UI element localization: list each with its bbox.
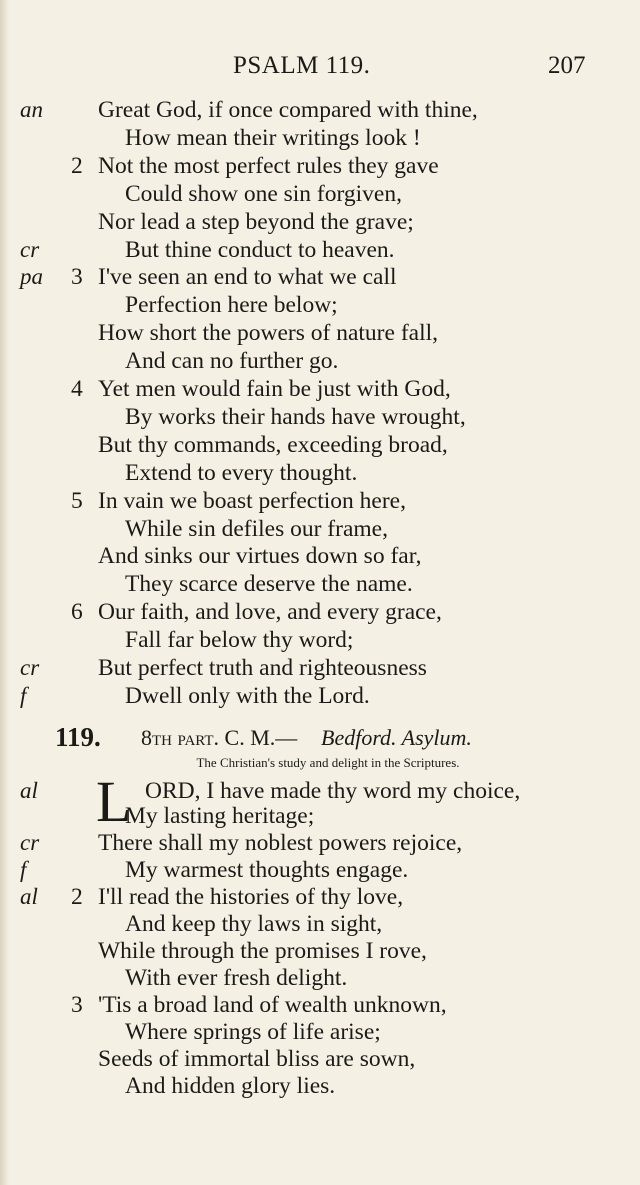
hymn-part-meter: 8th part. C. M.—	[141, 725, 298, 750]
line-text: They scarce deserve the name.	[125, 571, 413, 598]
verse-line	[0, 571, 640, 599]
verse-line	[0, 965, 640, 993]
verse-line	[0, 938, 640, 966]
verse-line	[0, 376, 640, 404]
line-text: But thy commands, exceeding broad,	[98, 431, 448, 458]
line-text: And keep thy laws in sight,	[125, 911, 383, 937]
verse-line	[0, 516, 640, 544]
verse-line	[0, 627, 640, 655]
line-text: 'Tis a broad land of wealth unknown,	[98, 992, 447, 1018]
running-header	[0, 52, 640, 86]
verse-line	[0, 830, 640, 858]
line-text: Seeds of immortal bliss are sown,	[98, 1046, 416, 1072]
verse-line	[0, 153, 640, 181]
line-text: Yet men would fain be just with God,	[98, 376, 451, 402]
line-text: Nor lead a step beyond the grave;	[98, 208, 414, 235]
line-text: Great God, if once compared with thine,	[98, 97, 478, 123]
verse-line	[0, 460, 640, 488]
verse-line	[0, 320, 640, 348]
hymn-number: 119.	[55, 722, 101, 752]
dynamic-mark: an	[20, 97, 43, 122]
line-text: My lasting heritage;	[125, 803, 315, 829]
verse-line	[0, 992, 640, 1020]
line-text: Fall far below thy word;	[125, 627, 354, 654]
verse-line	[0, 348, 640, 376]
verse-line	[0, 683, 640, 711]
line-text: Could show one sin forgiven,	[125, 180, 402, 207]
verse-line	[0, 543, 640, 571]
stanza-number: 2	[71, 884, 83, 910]
dynamic-mark: cr	[20, 236, 40, 262]
verse-line	[0, 1046, 640, 1074]
line-text: While through the promises I rove,	[98, 938, 427, 964]
line-text: And can no further go.	[125, 348, 339, 375]
line-text: Where springs of life arise;	[125, 1019, 381, 1045]
line-text: But perfect truth and righteousness	[98, 655, 427, 681]
verse-line	[0, 1019, 640, 1047]
verse-line	[0, 599, 640, 627]
line-text: There shall my noblest powers rejoice,	[98, 830, 463, 856]
dynamic-mark: f	[20, 857, 27, 882]
verse-line	[0, 857, 640, 885]
stanza-number: 4	[71, 376, 83, 402]
stanza-number: 5	[71, 487, 83, 514]
line-text: Perfection here below;	[125, 292, 338, 319]
dynamic-mark: al	[20, 884, 38, 909]
line-text: How mean their writings look !	[125, 124, 421, 151]
verse-line	[0, 911, 640, 939]
line-text: By works their hands have wrought,	[125, 403, 466, 430]
line-text: Our faith, and love, and every grace,	[98, 599, 442, 626]
line-text: I'll read the histories of thy love,	[98, 884, 404, 910]
line-text: How short the powers of nature fall,	[98, 320, 439, 347]
line-text: Extend to every thought.	[125, 459, 358, 486]
line-text: Dwell only with the Lord.	[125, 682, 370, 709]
line-text: And hidden glory lies.	[125, 1073, 336, 1099]
drop-cap: L	[96, 769, 132, 834]
verse-line	[0, 181, 640, 209]
line-text: With ever fresh delight.	[125, 965, 348, 991]
stanza-number: 3	[71, 992, 83, 1018]
line-text: My warmest thoughts engage.	[125, 857, 409, 883]
line-text: Not the most perfect rules they gave	[98, 152, 439, 179]
dynamic-mark: pa	[20, 264, 43, 290]
verse-line	[0, 264, 640, 292]
verse-line	[0, 125, 640, 153]
dynamic-mark: cr	[20, 830, 40, 855]
stanza-number: 6	[71, 599, 83, 626]
verse-line	[0, 884, 640, 912]
stanza-number: 2	[71, 152, 83, 179]
line-text: In vain we boast perfection here,	[98, 487, 406, 514]
line-text: And sinks our virtues down so far,	[98, 543, 422, 570]
dynamic-mark: f	[20, 682, 27, 708]
verse-line	[0, 237, 640, 265]
hymn-heading	[0, 722, 640, 752]
hymn-tune-names: Bedford. Asylum.	[321, 725, 472, 750]
verse-line	[0, 655, 640, 683]
hymn-subtitle: The Christian's study and delight in the Scriptures.	[196, 755, 460, 770]
verse-line	[0, 404, 640, 432]
verse-line	[0, 209, 640, 237]
line-text: I've seen an end to what we call	[98, 264, 397, 291]
page-number: 207	[548, 52, 586, 79]
hymn-first-line: ORD, I have made thy word my choice,	[145, 778, 521, 804]
verse-line	[0, 292, 640, 320]
line-text: While sin defiles our frame,	[125, 515, 388, 542]
dynamic-mark: al	[20, 778, 38, 803]
dynamic-mark: cr	[20, 655, 40, 680]
stanza-number: 3	[71, 264, 83, 291]
verse-line	[0, 97, 640, 125]
line-text: But thine conduct to heaven.	[125, 236, 395, 263]
verse-line	[0, 803, 640, 831]
verse-line	[0, 1073, 640, 1101]
verse-line	[0, 488, 640, 516]
verse-line	[0, 432, 640, 460]
running-title: PSALM 119.	[233, 52, 371, 79]
